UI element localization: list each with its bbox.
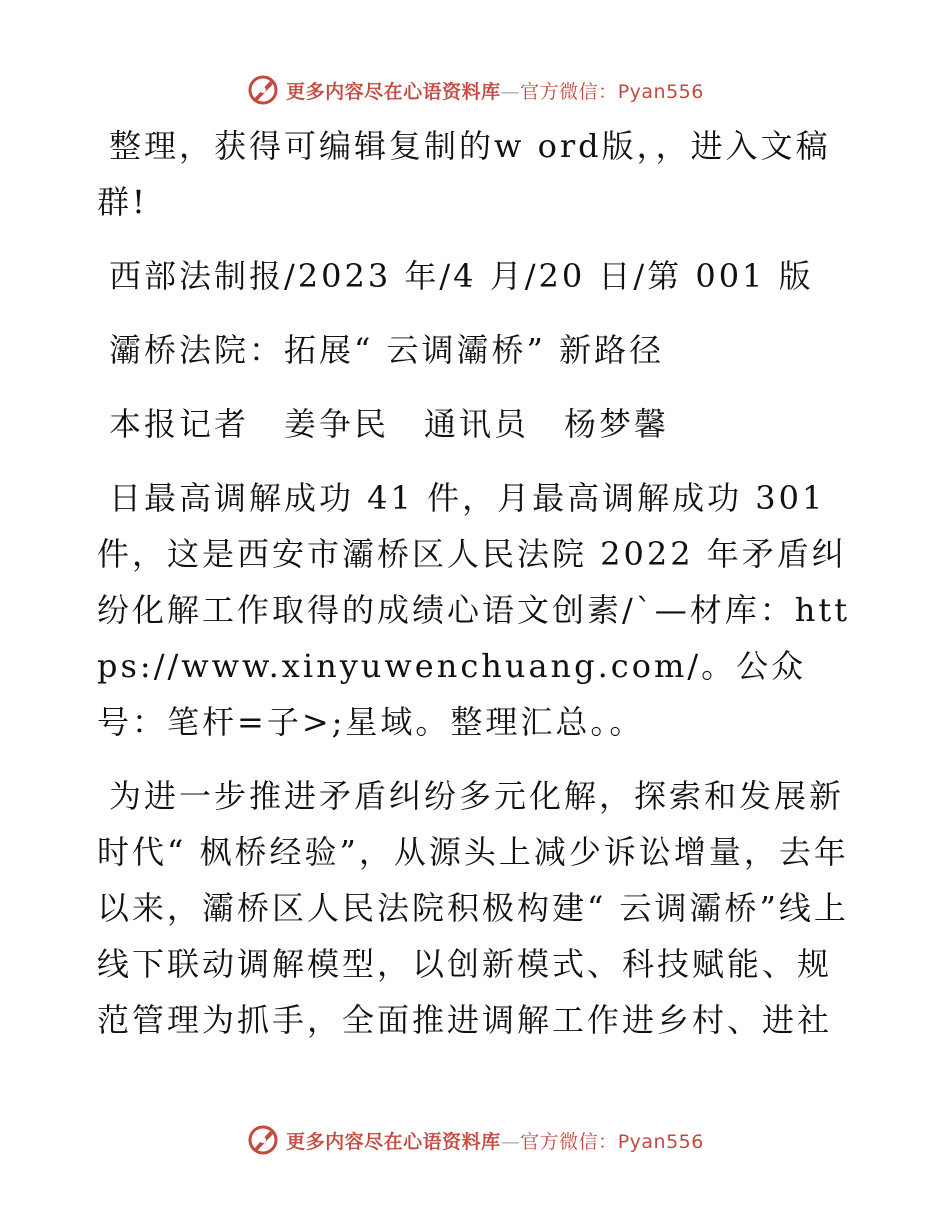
byline: 本报记者 姜争民 通讯员 杨梦馨 — [109, 405, 670, 443]
source-line: 西部法制报/2023 年/4 月/20 日/第 001 版 — [109, 257, 814, 295]
header-watermark — [0, 70, 950, 110]
article-title: 灞桥法院：拓展“ 云调灞桥” 新路径 — [109, 331, 665, 369]
quill-circle-icon — [246, 73, 280, 107]
quill-circle-icon — [246, 1123, 280, 1157]
footer-watermark — [0, 1120, 950, 1160]
watermark-wechat-id: Pyan556 — [617, 1130, 704, 1153]
watermark-main-text: 更多内容尽在心语资料库 — [286, 1130, 501, 1153]
watermark-dash: — — [500, 80, 521, 103]
watermark-tail-text: 官方微信： — [520, 80, 618, 103]
intro-paragraph: 整理，获得可编辑复制的w ord版，，进入文稿群! — [97, 127, 831, 221]
watermark-dash: — — [500, 1130, 521, 1153]
document-body — [97, 118, 857, 1066]
body-paragraph: 日最高调解成功 41 件，月最高调解成功 301件，这是西安市灞桥区人民法院 2022 年矛盾纠纷化解工作取得的成绩心语文创素/`—材库：https://www.xinyuwenchuang.com/。公众号：笔杆=子>;星域。整理汇总。。 — [97, 479, 851, 741]
body-paragraph: 为进一步推进矛盾纠纷多元化解，探索和发展新时代“ 枫桥经验”，从源头上减少诉讼增量，去年以来，灞桥区人民法院积极构建“ 云调灞桥”线上线下联动调解模型，以创新模式、科技赋能、规范管理为抓手，全面推进调解工作进乡村、进社 — [97, 777, 849, 1039]
watermark-wechat-id: Pyan556 — [617, 80, 704, 103]
watermark-main-text: 更多内容尽在心语资料库 — [286, 80, 501, 103]
watermark-tail-text: 官方微信： — [520, 1130, 618, 1153]
